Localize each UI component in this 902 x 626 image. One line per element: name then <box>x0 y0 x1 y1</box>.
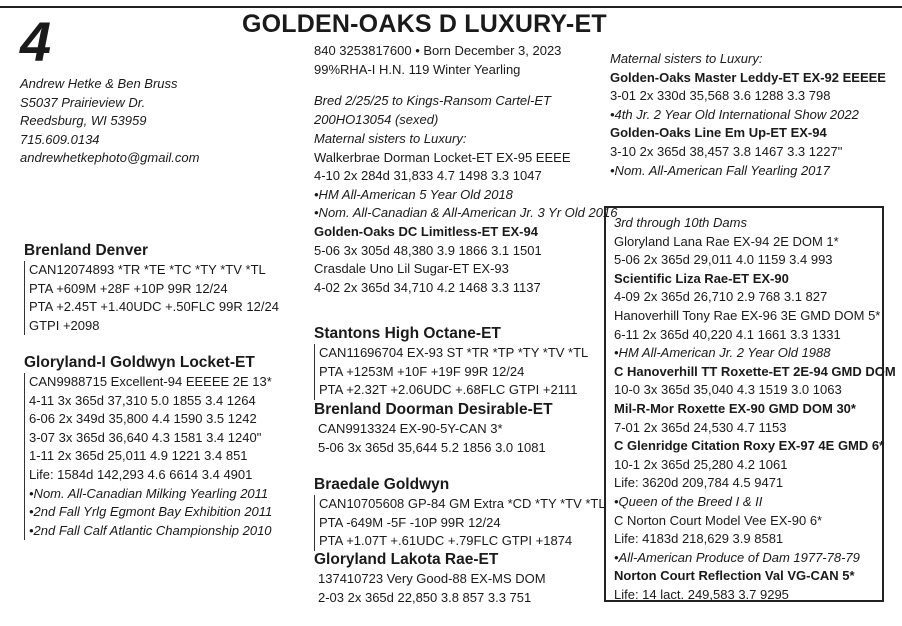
dam-lifetime: Life: 3620d 209,784 4.5 9471 <box>614 475 784 491</box>
dam-dam-name: Gloryland Lakota Rae-ET <box>314 551 499 568</box>
sire-dam-name: Brenland Doorman Desirable-ET <box>314 401 553 418</box>
dam-award: •2nd Fall Calf Atlantic Championship 2010 <box>29 522 272 538</box>
breeding-info <box>314 92 551 129</box>
maternal-sisters-right <box>610 50 886 180</box>
dam-sire-name: Braedale Goldwyn <box>314 476 450 493</box>
sire-line: PTA +2.45T +1.40UDC +.50FLC 99R 12/24 <box>29 299 279 315</box>
dam-dam-details <box>314 570 546 607</box>
sister-line: 3-01 2x 330d 35,568 3.6 1288 3.3 798 <box>610 88 831 104</box>
dams-box-header: 3rd through 10th Dams <box>614 215 747 230</box>
sister-line: Golden-Oaks DC Limitless-ET EX-94 <box>314 223 538 239</box>
bred-sire-code: 200HO13054 (sexed) <box>314 111 439 127</box>
dam-sire-line: PTA -649M -5F -10P 99R 12/24 <box>319 514 501 530</box>
dam-line: CAN9988715 Excellent-94 EEEEE 2E 13* <box>29 374 272 389</box>
sire-line: CAN12074893 *TR *TE *TC *TY *TV *TL <box>29 262 266 277</box>
dams-box <box>604 206 896 602</box>
sister-award: •4th Jr. 2 Year Old International Show 2022 <box>610 106 859 122</box>
sire-dam-line: CAN9913324 EX-90-5Y-CAN 3* <box>318 421 503 436</box>
sire-sire-details <box>314 344 588 400</box>
sister-line: Crasdale Uno Lil Sugar-ET EX-93 <box>314 261 509 277</box>
dam-entry: Scientific Liza Rae-ET EX-90 <box>614 270 789 286</box>
dam-record: 4-11 3x 365d 37,310 5.0 1855 3.4 1264 <box>29 392 256 408</box>
sister-line: 4-02 2x 365d 34,710 4.2 1468 3.3 1137 <box>314 279 541 295</box>
animal-title: GOLDEN-OAKS D LUXURY-ET <box>242 10 607 38</box>
sister-line: Walkerbrae Dorman Locket-ET EX-95 EEEE <box>314 149 571 165</box>
dam-entry: Mil-R-Mor Roxette EX-90 GMD DOM 30* <box>614 400 856 416</box>
consignor-line: Andrew Hetke & Ben Bruss <box>20 76 178 91</box>
consignor-email: andrewhetkephoto@gmail.com <box>20 150 200 166</box>
dam-lifetime: Life: 1584d 142,293 4.6 6614 3.4 4901 <box>29 466 253 482</box>
sire-block <box>24 240 279 335</box>
maternal-sisters-middle <box>314 130 617 297</box>
dam-record: 3-07 3x 365d 36,640 4.3 1581 3.4 1240" <box>29 429 262 445</box>
consignor-line: S5037 Prairieview Dr. <box>20 94 146 110</box>
dam-sire-line: PTA +1.07T +.61UDC +.79FLC GTPI +1874 <box>319 533 573 549</box>
sire-line: GTPI +2098 <box>29 317 100 333</box>
sister-award: •Nom. All-American Fall Yearling 2017 <box>610 162 830 178</box>
dam-record: 4-09 2x 365d 26,710 2.9 768 3.1 827 <box>614 289 828 305</box>
dam-record: 10-1 2x 365d 25,280 4.2 1061 <box>614 456 788 472</box>
dam-record: 6-06 2x 349d 35,800 4.4 1590 3.5 1242 <box>29 411 257 427</box>
dam-record: 7-01 2x 365d 24,530 4.7 1153 <box>614 419 787 435</box>
animal-info <box>314 42 561 79</box>
sire-dam-block <box>314 399 553 457</box>
dams-box-content <box>614 214 896 604</box>
sire-sire-name: Stantons High Octane-ET <box>314 325 501 342</box>
dam-entry: Hanoverhill Tony Rae EX-96 3E GMD DOM 5* <box>614 307 881 323</box>
sister-line: 3-10 2x 365d 38,457 3.8 1467 3.3 1227" <box>610 143 843 159</box>
consignor-line: Reedsburg, WI 53959 <box>20 113 147 129</box>
dam-record: 10-0 3x 365d 35,040 4.3 1519 3.0 1063 <box>614 382 842 398</box>
dam-award: •All-American Produce of Dam 1977-78-79 <box>614 549 860 565</box>
dam-details <box>24 373 272 540</box>
sire-sire-line: PTA +1253M +10F +19F 99R 12/24 <box>319 363 525 379</box>
consignor-line: 715.609.0134 <box>20 131 100 147</box>
dam-entry: C Glenridge Citation Roxy EX-97 4E GMD 6* <box>614 438 885 454</box>
dam-lifetime: Life: 14 lact. 249,583 3.7 9295 <box>614 586 789 602</box>
dam-record: 5-06 2x 365d 29,011 4.0 1159 3.4 993 <box>614 252 833 268</box>
consignor-info <box>20 75 199 168</box>
sisters-header: Maternal sisters to Luxury: <box>314 131 467 146</box>
dam-award: •HM All-American Jr. 2 Year Old 1988 <box>614 345 831 361</box>
dam-name: Gloryland-I Goldwyn Locket-ET <box>24 354 255 371</box>
dam-award: •Nom. All-Canadian Milking Yearling 2011 <box>29 485 269 501</box>
dam-entry: Gloryland Lana Rae EX-94 2E DOM 1* <box>614 233 839 249</box>
registration-line: 840 3253817600 • Born December 3, 2023 <box>314 43 562 58</box>
sister-award: •HM All-American 5 Year Old 2018 <box>314 186 513 202</box>
sire-sire-line: PTA +2.32T +2.06UDC +.68FLC GTPI +2111 <box>319 382 578 398</box>
dam-award: •Queen of the Breed I & II <box>614 493 763 509</box>
dam-lifetime: Life: 4183d 218,629 3.9 8581 <box>614 531 784 547</box>
lot-number: 4 <box>20 10 52 73</box>
dam-entry: C Norton Court Model Vee EX-90 6* <box>614 512 823 528</box>
sister-line: 4-10 2x 284d 31,833 4.7 1498 3.3 1047 <box>314 168 542 184</box>
bred-line: Bred 2/25/25 to Kings-Ransom Cartel-ET <box>314 93 551 108</box>
dam-sire-details <box>314 495 606 551</box>
sister-line: Golden-Oaks Line Em Up-ET EX-94 <box>610 125 827 141</box>
sire-details <box>24 261 279 335</box>
dam-block <box>24 352 272 540</box>
dam-dam-line: 137410723 Very Good-88 EX-MS DOM <box>318 571 546 586</box>
dam-sire-line: CAN10705608 GP-84 GM Extra *CD *TY *TV *TL <box>319 496 606 511</box>
class-line: 99%RHA-I H.N. 119 Winter Yearling <box>314 61 521 77</box>
sire-sire-line: CAN11696704 EX-93 ST *TR *TP *TY *TV *TL <box>319 345 589 360</box>
dam-dam-line: 2-03 2x 365d 22,850 3.8 857 3.3 751 <box>318 589 532 605</box>
sister-award: •Nom. All-Canadian & All-American Jr. 3 Yr Old 2016 <box>314 205 618 221</box>
dam-dam-block <box>314 549 546 607</box>
dam-entry: Norton Court Reflection Val VG-CAN 5* <box>614 568 855 584</box>
sister-line: Golden-Oaks Master Leddy-ET EX-92 EEEEE <box>610 69 886 85</box>
dam-record: 1-11 2x 365d 25,011 4.9 1221 3.4 851 <box>29 448 248 464</box>
sire-line: PTA +609M +28F +10P 99R 12/24 <box>29 280 228 296</box>
dam-award: •2nd Fall Yrlg Egmont Bay Exhibition 2011 <box>29 504 273 520</box>
sister-line: 5-06 3x 305d 48,380 3.9 1866 3.1 1501 <box>314 242 542 258</box>
dam-sire-block <box>314 474 606 551</box>
dam-entry: C Hanoverhill TT Roxette-ET 2E-94 GMD DOM <box>614 363 896 379</box>
sire-name: Brenland Denver <box>24 242 149 259</box>
sire-dam-details <box>314 420 553 457</box>
sire-dam-line: 5-06 3x 365d 35,644 5.2 1856 3.0 1081 <box>318 439 546 455</box>
dam-record: 6-11 2x 365d 40,220 4.1 1661 3.3 1331 <box>614 326 841 342</box>
sisters-header: Maternal sisters to Luxury: <box>610 51 763 66</box>
sire-sire-block <box>314 323 588 400</box>
